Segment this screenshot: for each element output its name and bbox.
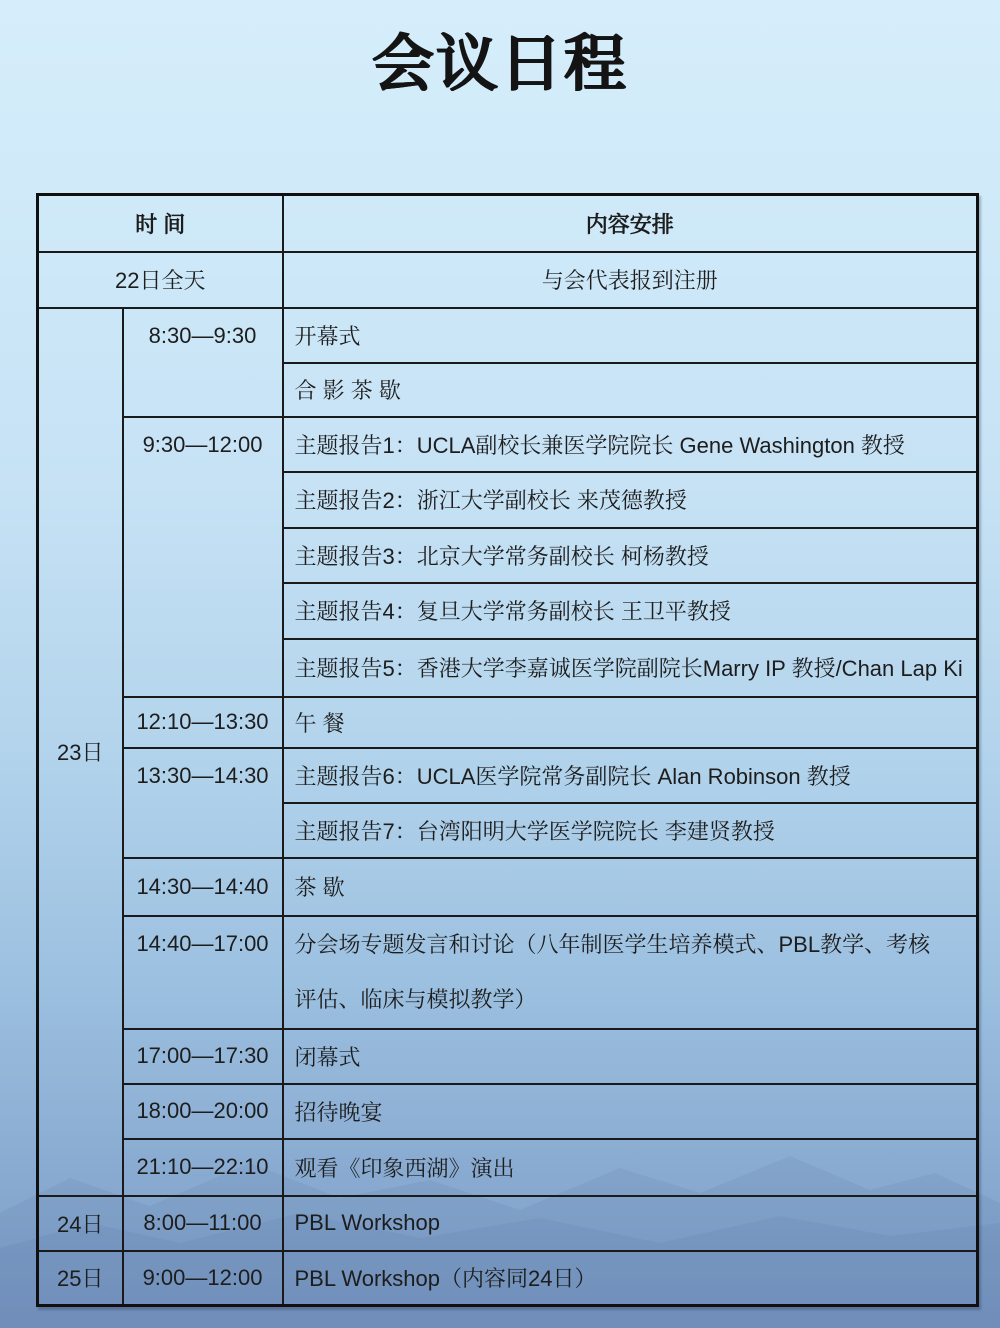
time-cell: 14:30—14:40 xyxy=(123,858,283,916)
content-cell: 主题报告3：北京大学常务副校长 柯杨教授 xyxy=(283,528,978,583)
time-cell: 8:00—11:00 xyxy=(123,1196,283,1251)
content-cell: 开幕式 xyxy=(283,308,978,363)
table-row xyxy=(38,697,978,748)
content-cell: 茶 歇 xyxy=(283,858,978,916)
day-cell: 25日 xyxy=(38,1251,123,1306)
content-cell: 闭幕式 xyxy=(283,1029,978,1084)
time-cell: 9:30—12:00 xyxy=(123,417,283,697)
table-row xyxy=(38,858,978,916)
table-row xyxy=(38,1251,978,1306)
content-cell: 合 影 茶 歇 xyxy=(283,363,978,417)
content-cell: 主题报告4：复旦大学常务副校长 王卫平教授 xyxy=(283,583,978,639)
content-cell: 主题报告1：UCLA副校长兼医学院院长 Gene Washington 教授 xyxy=(283,417,978,472)
content-cell: PBL Workshop（内容同24日） xyxy=(283,1251,978,1306)
time-cell: 13:30—14:30 xyxy=(123,748,283,858)
header-time-cell: 时 间 xyxy=(38,195,283,252)
time-cell: 17:00—17:30 xyxy=(123,1029,283,1084)
time-cell: 8:30—9:30 xyxy=(123,308,283,417)
time-cell: 14:40—17:00 xyxy=(123,916,283,1029)
table-row xyxy=(38,916,978,1029)
time-cell: 18:00—20:00 xyxy=(123,1084,283,1139)
table-row xyxy=(38,308,978,363)
table-header-row xyxy=(38,195,978,252)
time-cell: 21:10—22:10 xyxy=(123,1139,283,1196)
page-title: 会议日程 xyxy=(371,30,628,99)
content-line: 评估、临床与模拟教学） xyxy=(294,986,537,1012)
content-cell: 午 餐 xyxy=(283,697,978,748)
table-row xyxy=(38,252,978,308)
schedule-table xyxy=(36,193,979,1307)
content-cell: 主题报告6：UCLA医学院常务副院长 Alan Robinson 教授 xyxy=(283,748,978,803)
content-cell: 主题报告5：香港大学李嘉诚医学院副院长Marry IP 教授/Chan Lap Ki xyxy=(283,639,978,697)
content-cell: 主题报告2：浙江大学副校长 来茂德教授 xyxy=(283,472,978,528)
table-row xyxy=(38,417,978,472)
table-row xyxy=(38,1139,978,1196)
content-cell: PBL Workshop xyxy=(283,1196,978,1251)
content-cell: 招待晚宴 xyxy=(283,1084,978,1139)
content-cell: 与会代表报到注册 xyxy=(283,252,978,308)
content-cell: 主题报告7：台湾阳明大学医学院院长 李建贤教授 xyxy=(283,803,978,858)
time-cell: 12:10—13:30 xyxy=(123,697,283,748)
content-cell xyxy=(283,916,978,1029)
table-row xyxy=(38,1196,978,1251)
table-row xyxy=(38,1084,978,1139)
time-cell: 9:00—12:00 xyxy=(123,1251,283,1306)
day-cell: 24日 xyxy=(38,1196,123,1251)
content-cell: 观看《印象西湖》演出 xyxy=(283,1139,978,1196)
content-line: 分会场专题发言和讨论（八年制医学生培养模式、PBL教学、考核 xyxy=(294,931,931,957)
day-cell: 22日全天 xyxy=(38,252,283,308)
table-row xyxy=(38,748,978,803)
table-row xyxy=(38,1029,978,1084)
header-content-cell: 内容安排 xyxy=(283,195,978,252)
day-cell: 23日 xyxy=(38,308,123,1196)
